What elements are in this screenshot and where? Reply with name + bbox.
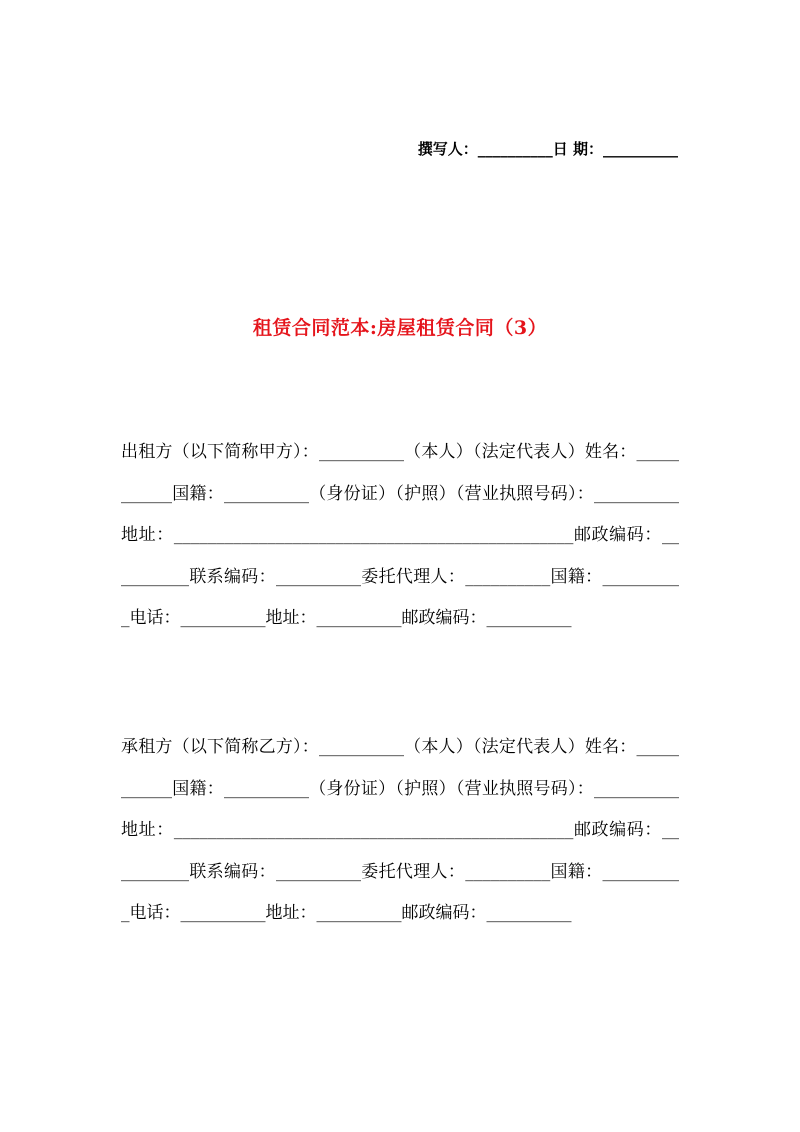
author-blank: __________ — [477, 140, 553, 158]
date-label: 日 期： — [552, 140, 603, 158]
document-header — [418, 138, 678, 160]
lessee-section: 承租方（以下简称乙方）：__________（本人）（法定代表人）姓名：___________国籍：__________（身份证）（护照）（营业执照号码）：__________地址：_______________________________________________邮政编码：__________联系编码：__________委托代理人：__________国籍：__________电话：__________地址：__________邮政编码：__________ — [121, 737, 679, 923]
lessor-section: 出租方（以下简称甲方）：__________（本人）（法定代表人）姓名：___________国籍：__________（身份证）（护照）（营业执照号码）：__________地址：_______________________________________________邮政编码：__________联系编码：__________委托代理人：__________国籍：__________电话：__________地址：__________邮政编码：__________ — [121, 442, 679, 628]
date-blank: __________ — [603, 140, 678, 158]
document-title: 租赁合同范本:房屋租赁合同（3） — [252, 317, 548, 339]
author-label: 撰写人： — [417, 140, 478, 158]
